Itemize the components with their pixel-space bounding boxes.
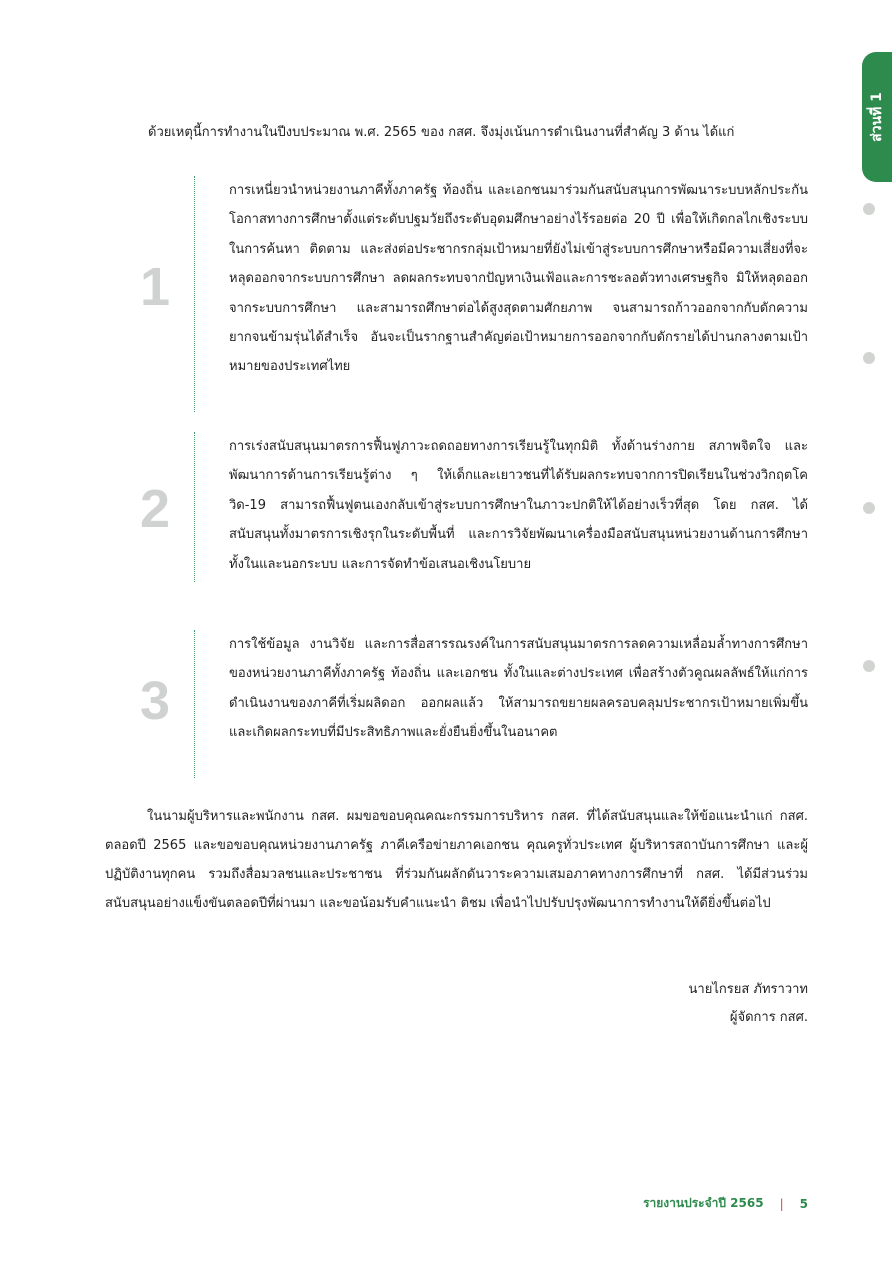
closing-paragraph: ในนามผู้บริหารและพนักงาน กสศ. ผมขอขอบคุณคณะกรรมการบริหาร กสศ. ที่ได้สนับสนุนและให้ข้อแนะนำแก่ กสศ. ตลอดปี 2565 และขอขอบคุณหน่วยงานภาครัฐ ภาคีเครือข่ายภาคเอกชน คุณครูทั่วประเทศ ผู้บริหารสถาบันการศึกษา และผู้ปฏิบัติงานทุกคน รวมถึงสื่อมวลชนและประชาชน ที่ร่วมกันผลักดันวาระความเสมอภาคทางการศึกษาที่ กสศ. ได้มีส่วนร่วมสนับสนุนอย่างแข็งขันตลอดปีที่ผ่านมา และขอน้อมรับคำแนะนำ ติชม เพื่อนำไปปรับปรุงพัฒนาการทำงานให้ดียิ่งขึ้นต่อไป [105, 809, 808, 911]
signer-name: นายไกรยส ภัทราวาท [688, 982, 808, 997]
page-number: 5 [799, 1196, 808, 1211]
dotted-divider [194, 630, 195, 778]
intro-paragraph: ด้วยเหตุนี้การทำงานในปีงบประมาณ พ.ศ. 2565 ของ กสศ. จึงมุ่งเน้นการดำเนินงานที่สำคัญ 3 ด้าน ได้แก่ [148, 125, 735, 140]
item-text: การเร่งสนับสนุนมาตรการฟื้นฟูภาวะถดถอยทางการเรียนรู้ในทุกมิติ ทั้งด้านร่างกาย สภาพจิตใจ และพัฒนาการด้านการเรียนรู้ต่าง ๆ ให้เด็กและเยาวชนที่ได้รับผลกระทบจากการปิดเรียนในช่วงวิกฤตโควิด-19 สามารถฟื้นฟูตนเองกลับเข้าสู่ระบบการศึกษาในภาวะปกติให้ได้อย่างเร็วที่สุด โดย กสศ. ได้สนับสนุนทั้งมาตรการเชิงรุกในระดับพื้นที่ และการวิจัยพัฒนาเครื่องมือสนับสนุนหน่วยงานด้านการศึกษาทั้งในและนอกระบบ และการจัดทำข้อเสนอเชิงนโยบาย [229, 439, 808, 572]
item-number: 3 [139, 671, 171, 731]
report-label: รายงานประจำปี 2565 [643, 1196, 764, 1210]
signer-title: ผู้จัดการ กสศ. [729, 1010, 808, 1025]
item-number: 2 [139, 479, 171, 539]
nav-dot-3 [863, 502, 875, 514]
section-tab [862, 52, 892, 182]
nav-dot-4 [863, 660, 875, 672]
nav-dot-1 [863, 203, 875, 215]
nav-dot-2 [863, 352, 875, 364]
focus-item-1 [130, 176, 810, 412]
item-text: การใช้ข้อมูล งานวิจัย และการสื่อสารรณรงค์ในการสนับสนุนมาตรการลดความเหลื่อมล้ำทางการศึกษาของหน่วยงานภาคีทั้งภาครัฐ ท้องถิ่น และเอกชน ทั้งในและต่างประเทศ เพื่อสร้างตัวคูณผลลัพธ์ให้แก่การดำเนินงานของภาคีที่เริ่มผลิดอก ออกผลแล้ว ให้สามารถขยายผลครอบคลุมประชากรเป้าหมายเพิ่มขึ้น และเกิดผลกระทบที่มีประสิทธิภาพและยั่งยืนยิ่งขึ้นในอนาคต [229, 637, 808, 741]
section-tab-label: ส่วนที่ 1 [869, 92, 886, 142]
page-footer [643, 1194, 808, 1213]
footer-separator: | [779, 1196, 784, 1211]
focus-item-3 [130, 630, 810, 778]
item-text: การเหนี่ยวนำหน่วยงานภาคีทั้งภาครัฐ ท้องถิ่น และเอกชนมาร่วมกันสนับสนุนการพัฒนาระบบหลักประกันโอกาสทางการศึกษาตั้งแต่ระดับปฐมวัยถึงระดับอุดมศึกษาอย่างไร้รอยต่อ 20 ปี เพื่อให้เกิดกลไกเชิงระบบในการค้นหา ติดตาม และส่งต่อประชากรกลุ่มเป้าหมายที่ยังไม่เข้าสู่ระบบการศึกษาหรือมีความเสี่ยงที่จะหลุดออกจากระบบการศึกษา ลดผลกระทบจากปัญหาเงินเฟ้อและการชะลอตัวทางเศรษฐกิจ มิให้หลุดออกจากระบบการศึกษา และสามารถศึกษาต่อได้สูงสุดตามศักยภาพ จนสามารถก้าวออกจากกับดักความยากจนข้ามรุ่นได้สำเร็จ อันจะเป็นรากฐานสำคัญต่อเป้าหมายการออกจากกับดักรายได้ปานกลางตามเป้าหมายของประเทศไทย [229, 183, 808, 375]
item-number: 1 [139, 257, 171, 317]
focus-item-2 [130, 432, 810, 582]
dotted-divider [194, 176, 195, 412]
dotted-divider [194, 432, 195, 582]
